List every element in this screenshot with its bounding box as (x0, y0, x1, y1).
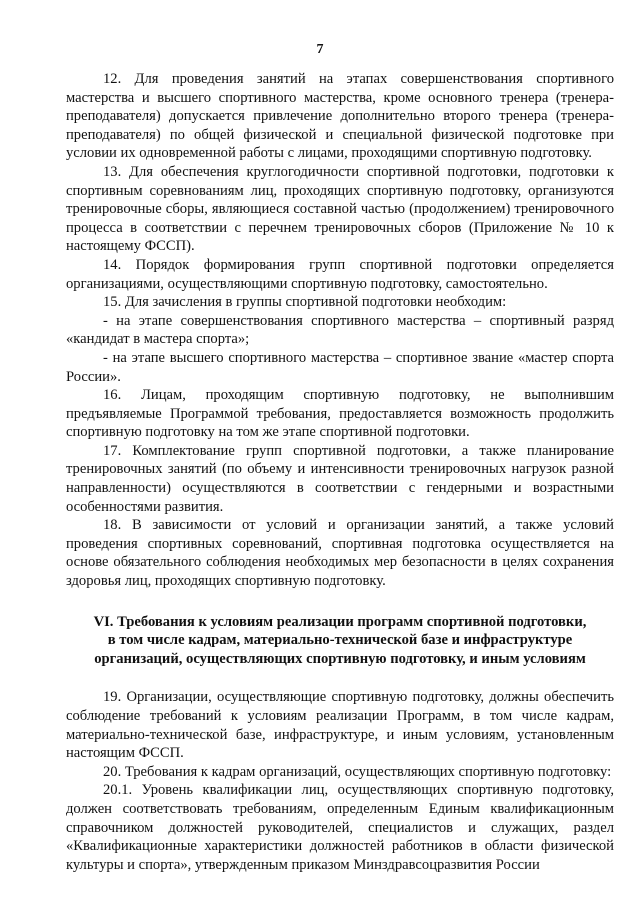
page-number: 7 (316, 42, 324, 57)
paragraph-15: 15. Для зачисления в группы спортивной подготовки необходим: (103, 294, 507, 311)
paragraph-17: 17. Комплектование групп спортивной подготовки, а также планирование тренировочных занятий (по объему и интенсивности тренировочных нагрузок разной направленности) осуществляются в соответствии с гендерными и возрастными особенностями развития. (66, 442, 614, 515)
paragraph-15-item-2: - на этапе высшего спортивного мастерства – спортивное звание «мастер спорта России». (66, 349, 614, 385)
paragraph-18: 18. В зависимости от условий и организации занятий, а также условий проведения спортивных соревнований, спортивная подготовка осуществляется на основе обязательного соблюдения необходимых мер безопасности в целях сохранения здоровья лиц, проходящих спортивную подготовку. (66, 517, 614, 590)
section-heading-line-2: в том числе кадрам, материально-технической базе и инфраструктуре (107, 632, 573, 649)
paragraph-20: 20. Требования к кадрам организаций, осуществляющих спортивную подготовку: (103, 763, 612, 780)
section-heading-line-1: VI. Требования к условиям реализации программ спортивной подготовки, (93, 613, 587, 630)
paragraph-12: 12. Для проведения занятий на этапах совершенствования спортивного мастерства и высшего спортивного мастерства, кроме основного тренера (тренера-преподавателя) допускается привлечение дополнительно второго тренера (тренера-преподавателя) по общей физической и специальной физической подготовке при условии их одновременной работы с лицами, проходящими спортивную подготовку. (66, 71, 614, 162)
paragraph-16: 16. Лицам, проходящим спортивную подготовку, не выполнившим предъявляемые Программой требования, предоставляется возможность продолжить спортивную подготовку на том же этапе спортивной подготовки. (66, 387, 614, 441)
section-heading-line-3: организаций, осуществляющих спортивную подготовку, и иным условиям (94, 650, 586, 667)
paragraph-19: 19. Организации, осуществляющие спортивную подготовку, должны обеспечить соблюдение требований к условиям реализации Программ, в том числе кадрам, материально-технической базе, инфраструктуре, и иным условиям, установленным настоящим ФССП. (66, 689, 614, 762)
document-body (66, 70, 614, 874)
paragraph-14: 14. Порядок формирования групп спортивной подготовки определяется организациями, осуществляющими спортивную подготовку, самостоятельно. (66, 256, 614, 292)
section-heading (66, 613, 614, 669)
paragraph-15-item-1: - на этапе совершенствования спортивного мастерства – спортивный разряд «кандидат в мастера спорта»; (66, 312, 614, 348)
paragraph-13: 13. Для обеспечения круглогодичности спортивной подготовки, подготовки к спортивным соревнованиям лиц, проходящих спортивную подготовку, организуются тренировочные сборы, являющиеся составной частью (продолжением) тренировочного процесса в соответствии с перечнем тренировочных сборов (Приложение № 10 к настоящему ФССП). (66, 163, 614, 255)
paragraph-20-1: 20.1. Уровень квалификации лиц, осуществляющих спортивную подготовку, должен соответствовать требованиям, определенным Единым квалификационным справочником должностей руководителей, специалистов и служащих, раздел «Квалификационные характеристики должностей работников в области физической культуры и спорта», утвержденным приказом Минздравсоцразвития России (66, 782, 614, 873)
